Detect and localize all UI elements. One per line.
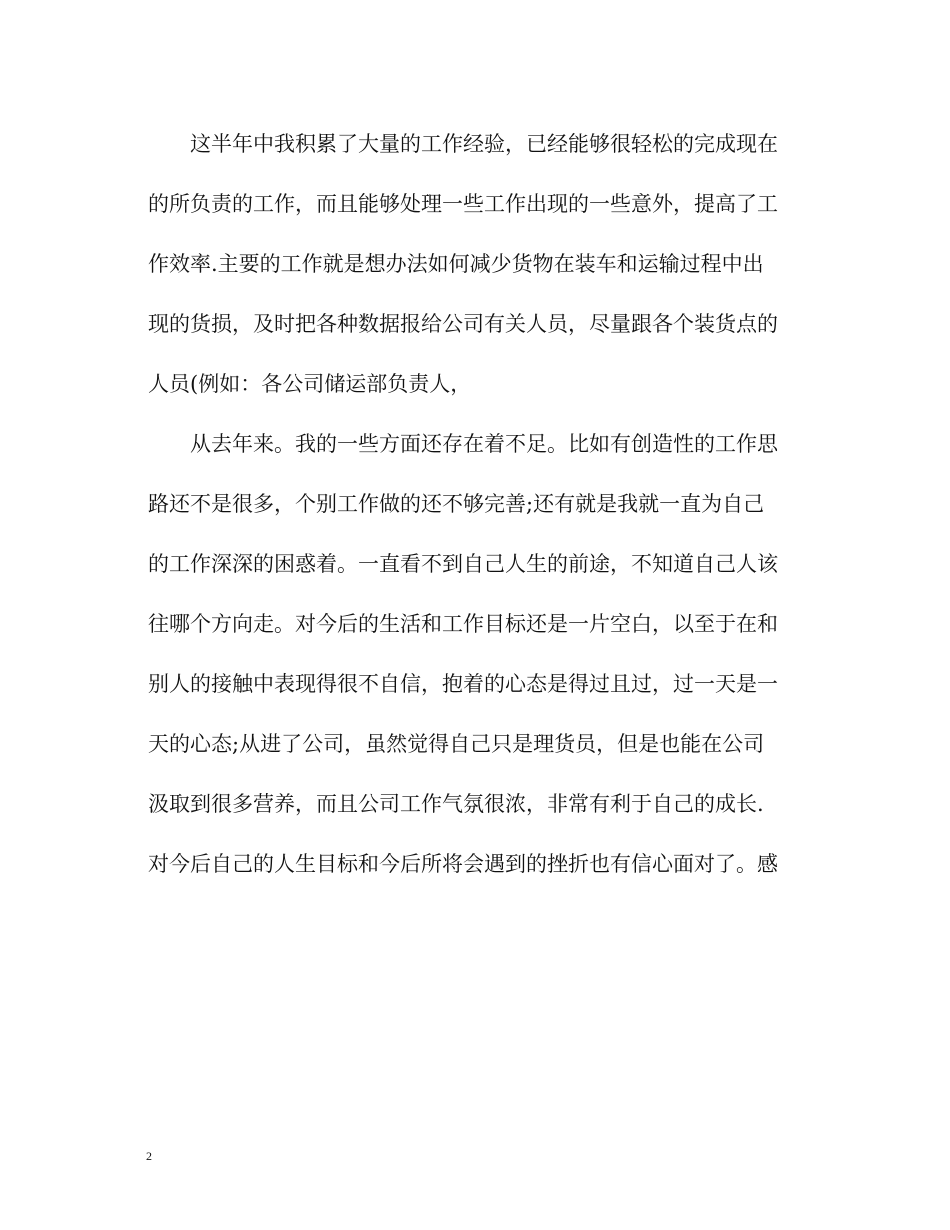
text-line: 汲取到很多营养，而且公司工作气氛很浓，非常有利于自己的成长. <box>148 792 764 816</box>
text-line: 这半年中我积累了大量的工作经验，已经能够很轻松的完成现在 <box>190 132 778 156</box>
body-text <box>148 122 808 902</box>
text-line: 路还不是很多，个别工作做的还不够完善;还有就是我就一直为自己 <box>148 492 765 516</box>
text-line: 的工作深深的困惑着。一直看不到自己人生的前途，不知道自己人该 <box>148 552 778 576</box>
page-number: 2 <box>146 1149 152 1163</box>
text-line: 人员(例如：各公司储运部负责人， <box>148 372 472 396</box>
text-line: 的所负责的工作，而且能够处理一些工作出现的一些意外，提高了工 <box>148 192 778 216</box>
text-line: 别人的接触中表现得很不自信，抱着的心态是得过且过，过一天是一 <box>148 672 778 696</box>
text-line: 作效率.主要的工作就是想办法如何减少货物在装车和运输过程中出 <box>148 252 764 276</box>
text-line: 对今后自己的人生目标和今后所将会遇到的挫折也有信心面对了。感 <box>148 852 778 876</box>
text-line: 从去年来。我的一些方面还存在着不足。比如有创造性的工作思 <box>190 432 778 456</box>
text-line: 现的货损，及时把各种数据报给公司有关人员，尽量跟各个装货点的 <box>148 312 778 336</box>
text-line: 往哪个方向走。对今后的生活和工作目标还是一片空白，以至于在和 <box>148 612 778 636</box>
text-line: 天的心态;从进了公司，虽然觉得自己只是理货员，但是也能在公司 <box>148 732 765 756</box>
